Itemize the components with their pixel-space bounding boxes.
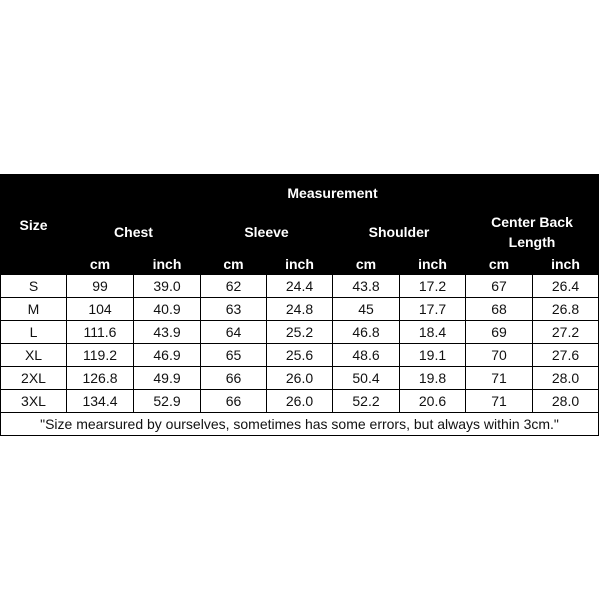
unit-header: cm <box>333 253 400 275</box>
table-cell: 40.9 <box>134 298 201 321</box>
table-cell: 65 <box>201 344 267 367</box>
table-cell: 71 <box>466 390 533 413</box>
table-cell: 19.8 <box>400 367 466 390</box>
table-header <box>1 175 599 275</box>
unit-header: cm <box>466 253 533 275</box>
size-label-cell: M <box>1 298 67 321</box>
table-cell: 39.0 <box>134 275 201 298</box>
table-cell: 19.1 <box>400 344 466 367</box>
table-cell: 126.8 <box>67 367 134 390</box>
table-cell: 28.0 <box>533 367 599 390</box>
table-cell: 62 <box>201 275 267 298</box>
table-cell: 17.2 <box>400 275 466 298</box>
table-cell: 25.2 <box>267 321 333 344</box>
size-chart <box>0 174 598 436</box>
table-cell: 67 <box>466 275 533 298</box>
group-header-chest: Chest <box>67 212 201 253</box>
table-cell: 25.6 <box>267 344 333 367</box>
group-header-sleeve: Sleeve <box>201 212 333 253</box>
table-cell: 24.8 <box>267 298 333 321</box>
table-cell: 43.9 <box>134 321 201 344</box>
measurement-header: Measurement <box>67 175 599 212</box>
table-body <box>1 275 599 413</box>
table-cell: 68 <box>466 298 533 321</box>
table-row <box>1 275 599 298</box>
unit-header: inch <box>134 253 201 275</box>
table-cell: 52.2 <box>333 390 400 413</box>
table-cell: 104 <box>67 298 134 321</box>
table-cell: 50.4 <box>333 367 400 390</box>
table-cell: 48.6 <box>333 344 400 367</box>
table-row <box>1 390 599 413</box>
table-row <box>1 321 599 344</box>
table-cell: 71 <box>466 367 533 390</box>
table-cell: 99 <box>67 275 134 298</box>
table-cell: 69 <box>466 321 533 344</box>
table-cell: 26.0 <box>267 367 333 390</box>
table-cell: 26.0 <box>267 390 333 413</box>
table-cell: 26.8 <box>533 298 599 321</box>
group-header-center-back-length: Center Back Length <box>466 212 599 253</box>
table-cell: 66 <box>201 367 267 390</box>
size-label-cell: XL <box>1 344 67 367</box>
table-cell: 119.2 <box>67 344 134 367</box>
table-row <box>1 344 599 367</box>
table-cell: 46.8 <box>333 321 400 344</box>
size-label-cell: 2XL <box>1 367 67 390</box>
size-label-cell: 3XL <box>1 390 67 413</box>
measurement-note: "Size mearsured by ourselves, sometimes has some errors, but always within 3cm." <box>1 413 599 436</box>
table-row <box>1 298 599 321</box>
table-cell: 63 <box>201 298 267 321</box>
table-row <box>1 367 599 390</box>
table-cell: 27.2 <box>533 321 599 344</box>
table-cell: 18.4 <box>400 321 466 344</box>
table-cell: 27.6 <box>533 344 599 367</box>
table-cell: 111.6 <box>67 321 134 344</box>
unit-header: cm <box>67 253 134 275</box>
table-cell: 46.9 <box>134 344 201 367</box>
unit-header: cm <box>201 253 267 275</box>
size-table <box>0 174 599 436</box>
table-cell: 28.0 <box>533 390 599 413</box>
table-cell: 64 <box>201 321 267 344</box>
table-cell: 52.9 <box>134 390 201 413</box>
table-cell: 20.6 <box>400 390 466 413</box>
table-cell: 24.4 <box>267 275 333 298</box>
unit-header: inch <box>533 253 599 275</box>
table-cell: 70 <box>466 344 533 367</box>
size-label-cell: S <box>1 275 67 298</box>
unit-header: inch <box>400 253 466 275</box>
table-cell: 26.4 <box>533 275 599 298</box>
table-cell: 43.8 <box>333 275 400 298</box>
group-header-shoulder: Shoulder <box>333 212 466 253</box>
size-column-header: Size <box>1 175 67 275</box>
table-cell: 49.9 <box>134 367 201 390</box>
table-cell: 66 <box>201 390 267 413</box>
unit-header: inch <box>267 253 333 275</box>
size-label-cell: L <box>1 321 67 344</box>
table-cell: 17.7 <box>400 298 466 321</box>
table-cell: 134.4 <box>67 390 134 413</box>
table-cell: 45 <box>333 298 400 321</box>
